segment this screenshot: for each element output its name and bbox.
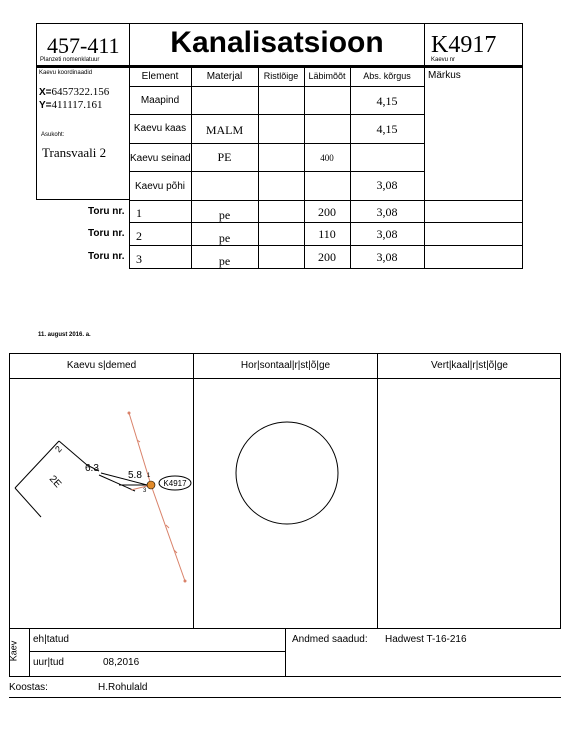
building-edge — [15, 488, 41, 517]
measured-label: uur|tud — [33, 657, 64, 668]
well-label: K4917 — [163, 479, 187, 488]
map-sheet-cell — [36, 23, 130, 66]
title-cell — [129, 23, 425, 66]
document-date: 11. august 2016. a. — [38, 332, 91, 338]
well-no-cell — [424, 23, 523, 66]
row-height-3: 3,08 — [376, 178, 398, 192]
measured-value: 08,2016 — [103, 657, 140, 668]
pipe-diameter-1: 110 — [318, 227, 336, 241]
header-table — [36, 23, 523, 269]
drawing-panels — [9, 353, 561, 629]
source-label: Andmed saadud: — [292, 634, 368, 645]
connections-sketch — [11, 379, 193, 628]
row-height-0: 4,15 — [376, 94, 398, 108]
panel-title-vertical: Vert|kaal|r|st|õ|ge — [431, 360, 508, 371]
footer-side-label: Kaev — [8, 640, 19, 662]
location-caption: Asukoht: — [41, 132, 65, 138]
row-element-2: Kaevu seinad — [130, 153, 191, 164]
map-sheet-caption: Planzeti nomenklatuur — [40, 57, 100, 63]
row-element-1: Kaevu kaas — [133, 123, 187, 134]
col-header-element: Element — [141, 71, 179, 82]
pipe-line — [151, 485, 185, 581]
footer — [9, 628, 561, 700]
row-element-0: Maapind — [140, 95, 180, 106]
building-edge — [59, 441, 87, 465]
row-diameter-2: 400 — [320, 153, 334, 163]
horizontal-section-drawing — [194, 379, 376, 628]
pipe-material-1: pe — [218, 231, 231, 245]
well-marker — [147, 481, 155, 489]
label-2: 2 — [53, 443, 64, 455]
coords-caption: Kaevu koordinaadid — [39, 70, 93, 76]
page-title: Kanalisatsioon — [170, 26, 384, 59]
pipe-material-0: pe — [218, 208, 231, 222]
pipe-end-dot — [184, 580, 187, 583]
row-element-3: Kaevu põhi — [134, 181, 186, 192]
pipe-label-1: Toru nr. — [88, 228, 125, 239]
coord-x: X=6457322.156 — [39, 86, 110, 98]
label-63: 6.3 — [85, 463, 99, 474]
source-value: Hadwest T-16-216 — [385, 634, 467, 645]
map-sheet-no: 457-411 — [47, 33, 120, 58]
pipe-diameter-0: 200 — [318, 205, 336, 219]
label-2e: 2E — [46, 473, 64, 491]
col-header-notes: Märkus — [428, 70, 461, 81]
pipe-height-1: 3,08 — [376, 227, 398, 241]
surveyed-label: eh|tatud — [33, 634, 69, 645]
compiled-value: H.Rohulald — [98, 682, 148, 693]
col-header-diameter: Läbimõõt — [308, 71, 346, 81]
pipe-material-2: pe — [218, 254, 231, 268]
well-outline-circle — [236, 422, 338, 524]
pipe-no-1: 2 — [136, 229, 142, 243]
row-material-1: MALM — [205, 123, 244, 137]
pipe-height-2: 3,08 — [376, 250, 398, 264]
label-small-1: 1 — [147, 473, 151, 479]
col-header-material: Materjal — [206, 71, 243, 82]
panel-title-connections: Kaevu s|demed — [66, 360, 137, 371]
pipe-diameter-2: 200 — [318, 250, 336, 264]
coord-y: Y=411117.161 — [39, 99, 103, 111]
pipe-no-2: 3 — [136, 252, 142, 266]
pipe-label-0: Toru nr. — [88, 206, 125, 217]
coords-cell — [36, 68, 129, 200]
label-small-3: 3 — [143, 488, 147, 494]
pipe-end-dot — [128, 412, 131, 415]
pipe-no-0: 1 — [136, 206, 142, 220]
well-no-caption: Kaevu nr — [431, 57, 456, 63]
pipe-height-0: 3,08 — [376, 205, 398, 219]
label-58: 5.8 — [128, 470, 142, 481]
well-no: K4917 — [431, 32, 497, 58]
compiled-label: Koostas: — [9, 682, 48, 693]
panel-title-horizontal: Hor|sontaal|r|st|õ|ge — [240, 360, 331, 371]
location-value: Transvaali 2 — [42, 145, 107, 160]
pipe-label-2: Toru nr. — [88, 251, 125, 262]
row-height-1: 4,15 — [376, 122, 398, 136]
row-material-2: PE — [217, 150, 232, 164]
col-header-height: Abs. kõrgus — [363, 71, 411, 81]
col-header-section: Ristlõige — [263, 71, 299, 81]
